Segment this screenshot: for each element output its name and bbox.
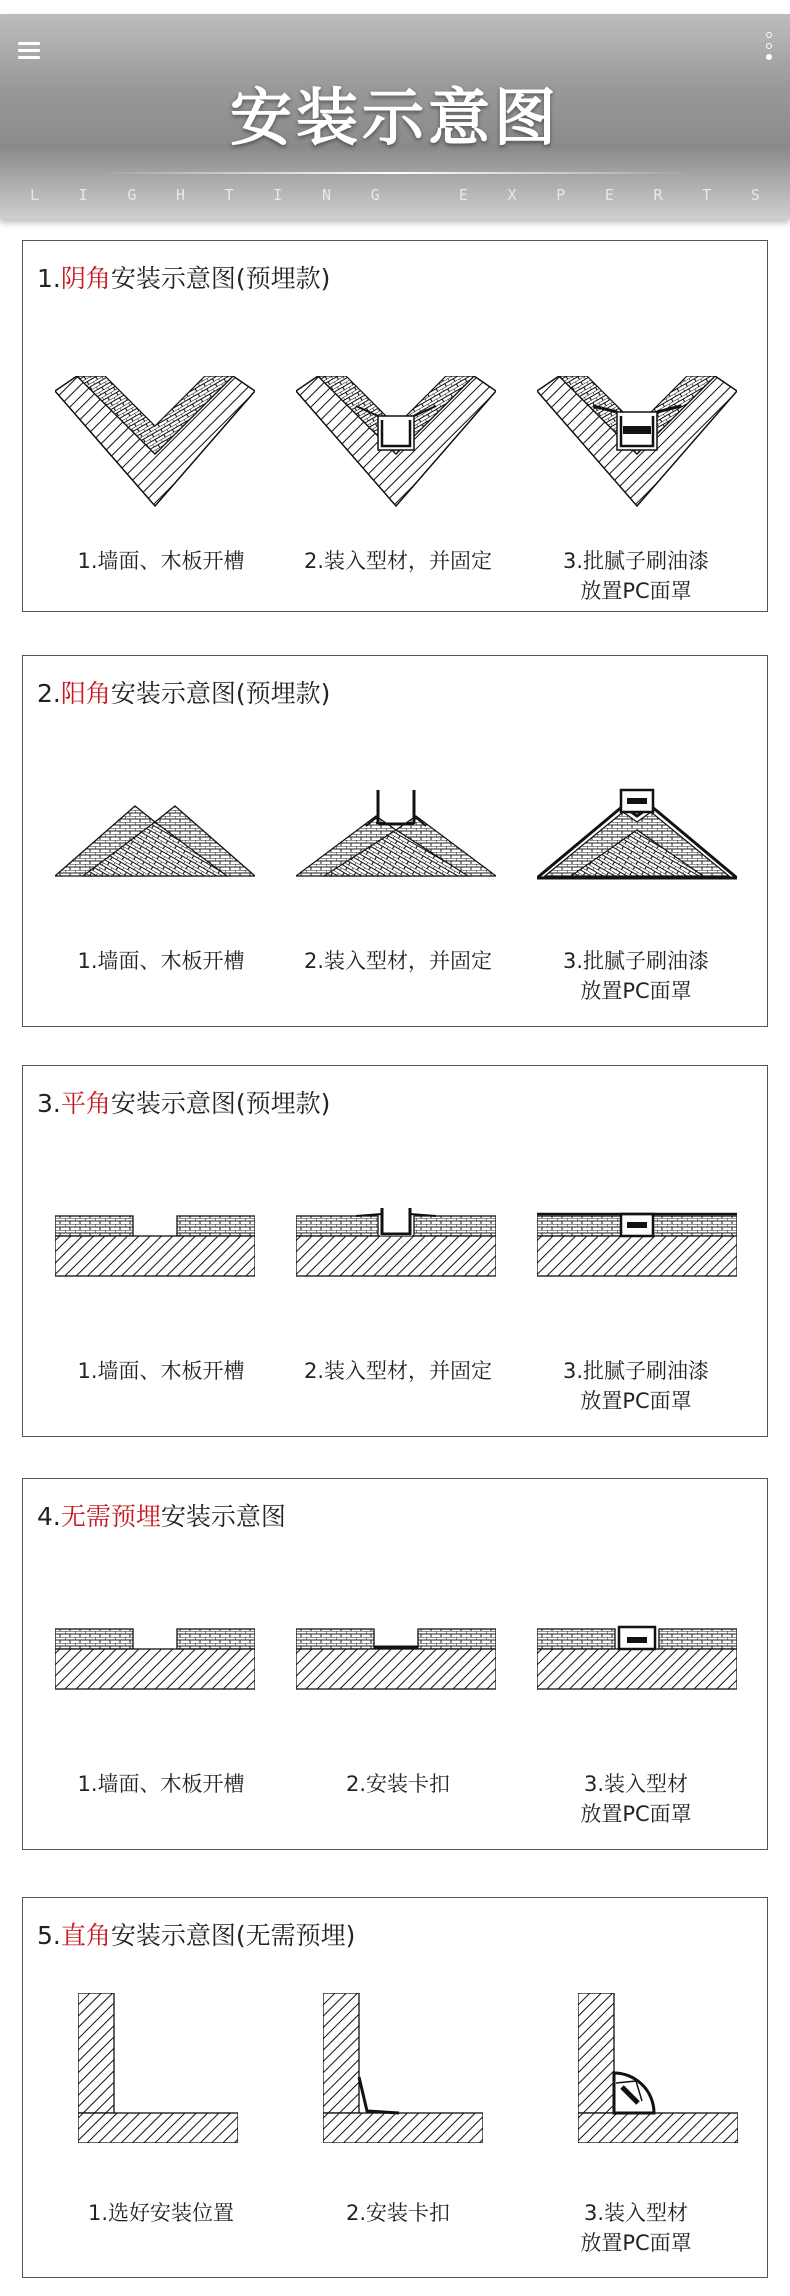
no-embed-step2-diagram — [296, 1619, 496, 1709]
section-title: 4.无需预埋安装示意图 — [37, 1502, 286, 1531]
flat-step3-diagram — [537, 1206, 737, 1296]
caption-step2: 2.安装卡扣 — [345, 1772, 451, 1796]
right-angle-step1-diagram — [78, 1993, 238, 2143]
inside-corner-step2-diagram — [296, 376, 496, 526]
section-title: 1.阴角安装示意图(预埋款) — [37, 264, 331, 293]
outside-corner-step1-diagram — [55, 786, 255, 936]
outside-corner-step2-diagram — [296, 786, 496, 936]
outside-corner-step3-diagram — [537, 786, 737, 936]
more-options-icon[interactable] — [764, 32, 774, 72]
caption-step2: 2.装入型材，并固定 — [303, 549, 493, 573]
caption-step3: 3.装入型材 放置PC面罩 — [580, 1772, 692, 1826]
flat-step1-diagram — [55, 1206, 255, 1296]
header-subtitle: L I G H T I N G E X P E R T S — [30, 186, 760, 204]
section-right-angle — [22, 1897, 768, 2278]
page-header — [0, 14, 790, 219]
right-angle-step2-diagram — [323, 1993, 483, 2143]
caption-step2: 2.装入型材，并固定 — [303, 949, 493, 973]
caption-step1: 1.墙面、木板开槽 — [77, 1359, 245, 1383]
menu-icon[interactable] — [18, 42, 40, 60]
section-flat-corner — [22, 1065, 768, 1437]
section-inside-corner — [22, 240, 768, 612]
section-no-embed — [22, 1478, 768, 1850]
no-embed-step1-diagram — [55, 1619, 255, 1709]
caption-step3: 3.批腻子刷油漆 放置PC面罩 — [562, 949, 710, 1003]
no-embed-step3-diagram — [537, 1619, 737, 1709]
section-title: 5.直角安装示意图(无需预埋) — [37, 1921, 356, 1950]
page-title: 安装示意图 — [229, 81, 560, 154]
section-title: 2.阳角安装示意图(预埋款) — [37, 679, 331, 708]
caption-step3: 3.批腻子刷油漆 放置PC面罩 — [562, 1359, 710, 1413]
caption-step3: 3.装入型材 放置PC面罩 — [580, 2201, 692, 2255]
inside-corner-step1-diagram — [55, 376, 255, 526]
caption-step1: 1.墙面、木板开槽 — [77, 949, 245, 973]
caption-step1: 1.墙面、木板开槽 — [77, 1772, 245, 1796]
caption-step1: 1.墙面、木板开槽 — [77, 549, 245, 573]
caption-step2: 2.安装卡扣 — [345, 2201, 451, 2225]
caption-step3: 3.批腻子刷油漆 放置PC面罩 — [562, 549, 710, 603]
caption-step1: 1.选好安装位置 — [87, 2201, 235, 2225]
inside-corner-step3-diagram — [537, 376, 737, 526]
flat-step2-diagram — [296, 1206, 496, 1296]
header-divider — [95, 172, 695, 174]
right-angle-step3-diagram — [578, 1993, 738, 2143]
caption-step2: 2.装入型材，并固定 — [303, 1359, 493, 1383]
section-outside-corner — [22, 655, 768, 1027]
section-title: 3.平角安装示意图(预埋款) — [37, 1089, 331, 1118]
